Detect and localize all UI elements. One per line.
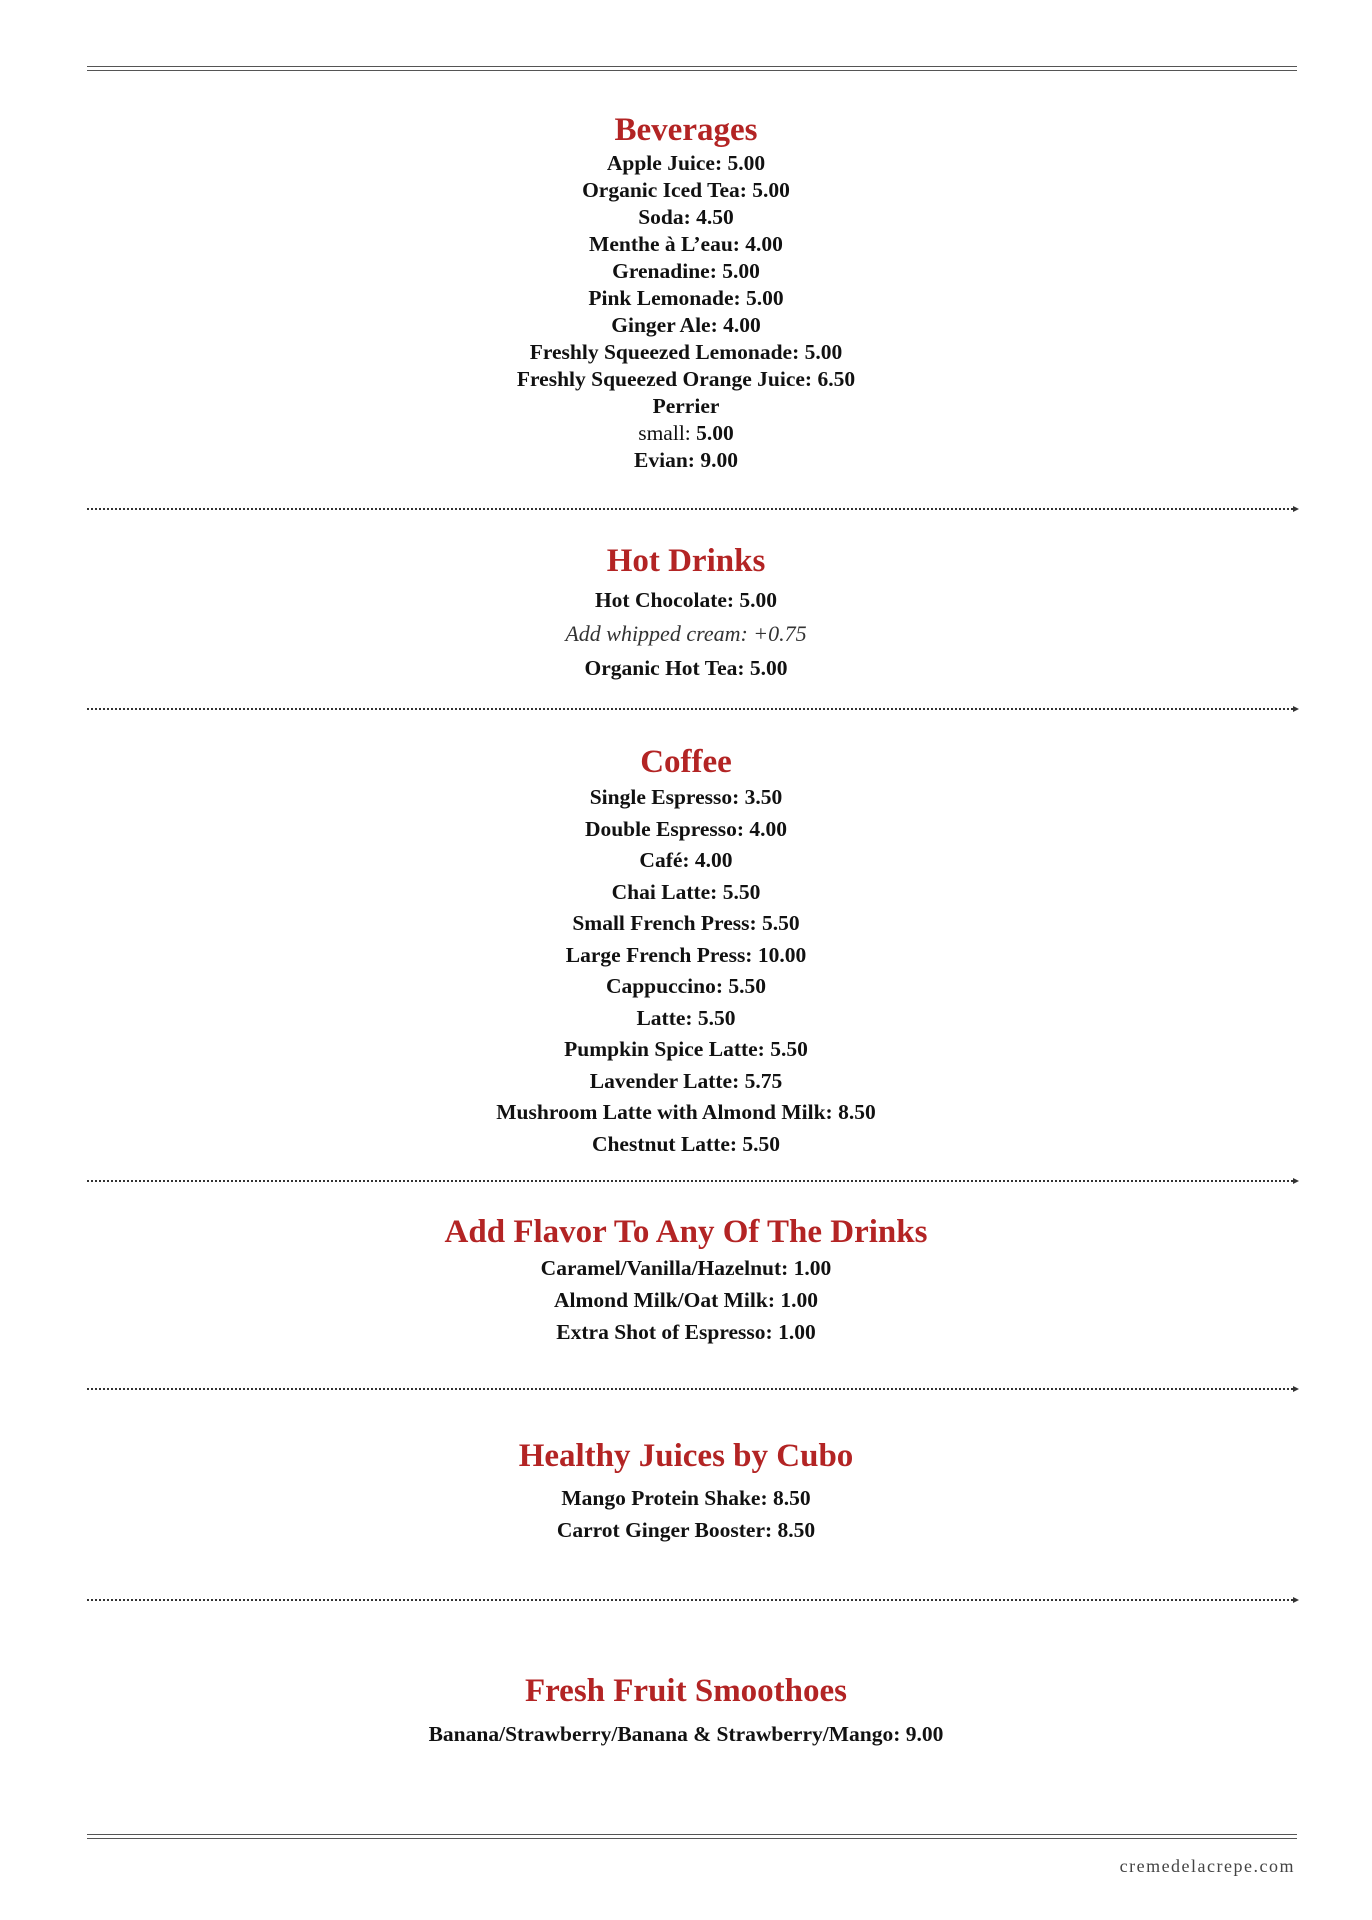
menu-item: Hot Chocolate: 5.00 [594, 588, 778, 612]
menu-item: Pumpkin Spice Latte: 5.50 [564, 1037, 808, 1061]
menu-item: Caramel/Vanilla/Hazelnut: 1.00 [540, 1256, 832, 1280]
menu-note: Add whipped cream: +0.75 [565, 621, 807, 646]
menu-item: Latte: 5.50 [636, 1005, 736, 1030]
top-double-rule [87, 66, 1297, 71]
smoothies-title: Fresh Fruit Smoothoes [524, 1673, 848, 1709]
coffee-section [0, 742, 1372, 1160]
menu-item: Evian: 9.00 [634, 448, 738, 472]
bottom-double-rule [87, 1834, 1297, 1839]
menu-item: Lavender Latte: 5.75 [589, 1068, 783, 1093]
healthy-juices-title: Healthy Juices by Cubo [518, 1438, 854, 1474]
menu-item: Café: 4.00 [639, 848, 733, 872]
beverages-title: Beverages [614, 112, 758, 148]
menu-item: Banana/Strawberry/Banana & Strawberry/Mango: 9.00 [428, 1722, 944, 1746]
menu-item: Soda: 4.50 [638, 205, 734, 229]
menu-item: Single Espresso: 3.50 [589, 785, 783, 809]
dotted-divider [87, 1599, 1293, 1601]
dotted-divider [87, 508, 1293, 510]
menu-item: Freshly Squeezed Lemonade: 5.00 [529, 340, 843, 364]
menu-item: Mushroom Latte with Almond Milk: 8.50 [496, 1100, 876, 1124]
menu-item: Freshly Squeezed Orange Juice: 6.50 [516, 367, 856, 391]
menu-item: Small French Press: 5.50 [572, 911, 800, 935]
website-url[interactable]: cremedelacrepe.com [1119, 1856, 1295, 1876]
menu-item: Organic Iced Tea: 5.00 [582, 178, 790, 202]
menu-item: Cappuccino: 5.50 [605, 974, 767, 998]
menu-item: Carrot Ginger Booster: 8.50 [556, 1518, 816, 1542]
menu-item: Organic Hot Tea: 5.00 [584, 656, 788, 680]
menu-item: Chai Latte: 5.50 [611, 879, 761, 904]
menu-item: Pink Lemonade: 5.00 [588, 286, 784, 310]
menu-item: Perrier [652, 394, 720, 418]
menu-item: Chestnut Latte: 5.50 [591, 1131, 781, 1156]
menu-item: Grenadine: 5.00 [612, 259, 760, 283]
add-flavor-title: Add Flavor To Any Of The Drinks [444, 1214, 928, 1250]
menu-item: Extra Shot of Espresso: 1.00 [556, 1320, 816, 1344]
add-flavor-section [0, 1212, 1372, 1348]
menu-item: Almond Milk/Oat Milk: 1.00 [554, 1288, 818, 1312]
healthy-juices-section [0, 1436, 1372, 1546]
menu-item: Menthe à L’eau: 4.00 [589, 232, 783, 256]
menu-item: Large French Press: 10.00 [565, 942, 807, 967]
beverages-section [0, 110, 1372, 474]
dotted-divider [87, 708, 1293, 710]
menu-item: Ginger Ale: 4.00 [611, 313, 761, 337]
menu-item: Double Espresso: 4.00 [584, 816, 788, 841]
menu-item: Apple Juice: 5.00 [606, 151, 766, 175]
coffee-title: Coffee [640, 744, 732, 780]
menu-item: Mango Protein Shake: 8.50 [561, 1486, 811, 1510]
hot-drinks-title: Hot Drinks [606, 543, 766, 579]
size-label: small: [638, 421, 691, 445]
menu-item-perrier-small [0, 420, 1372, 447]
dotted-divider [87, 1388, 1293, 1390]
hot-drinks-section [0, 541, 1372, 685]
smoothies-section [0, 1671, 1372, 1751]
price: 5.00 [696, 421, 734, 445]
dotted-divider [87, 1180, 1293, 1182]
